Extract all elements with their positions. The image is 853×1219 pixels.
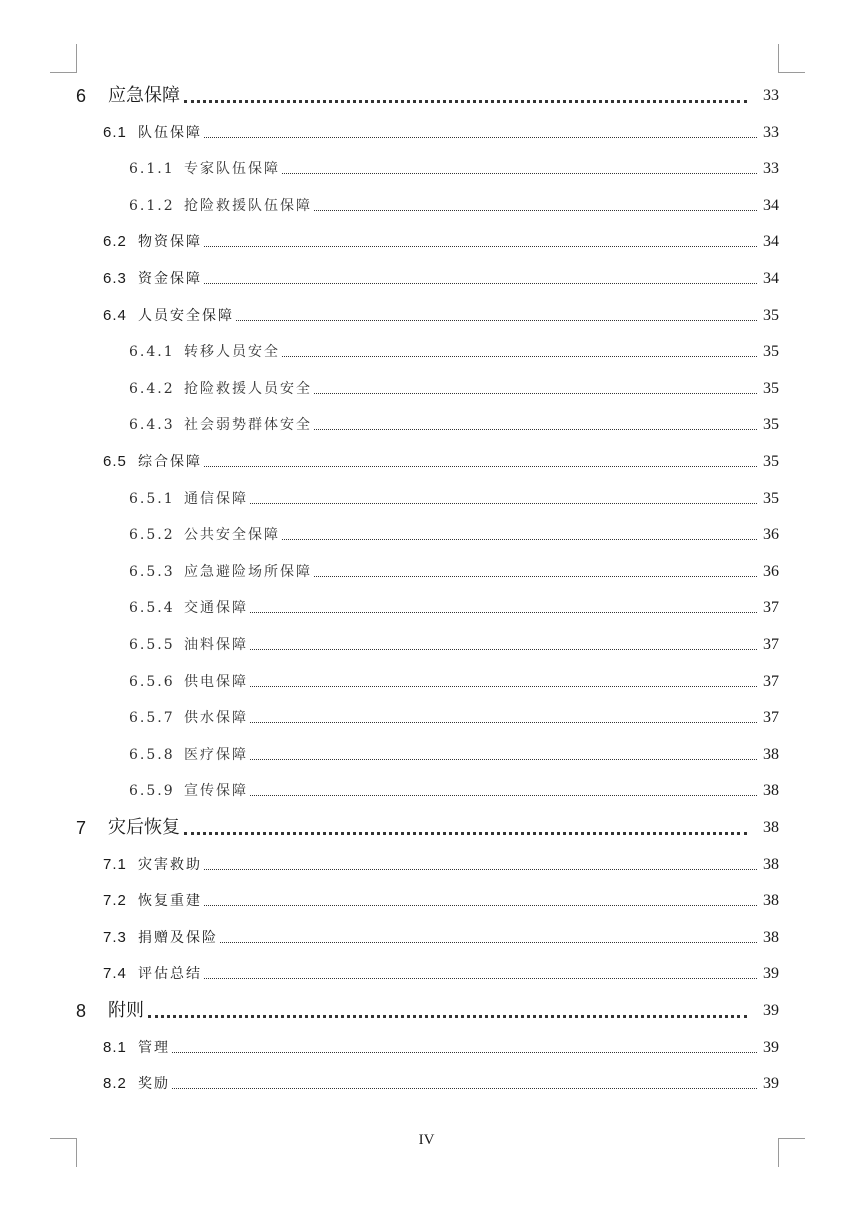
toc-entry-page: 39 — [763, 1002, 779, 1019]
toc-entry-number: 6.5.8 — [129, 747, 175, 763]
toc-entry-number: 6.4 — [103, 307, 127, 324]
toc-entry-number: 6.4.3 — [129, 417, 175, 433]
toc-entry[interactable] — [0, 889, 853, 913]
toc-entry[interactable] — [0, 230, 853, 254]
toc-entry-number: 6 — [76, 86, 87, 106]
toc-entry-page: 33 — [763, 160, 779, 177]
toc-dot-leader — [172, 1074, 757, 1089]
toc-entry-number: 6.3 — [103, 270, 127, 287]
toc-entry-page: 37 — [763, 599, 779, 616]
toc-entry-number: 6.1 — [103, 124, 127, 141]
toc-entry-number: 6.2 — [103, 233, 127, 250]
toc-dot-leader — [314, 196, 757, 211]
toc-entry-number: 7 — [76, 818, 87, 838]
toc-dot-leader — [250, 781, 757, 796]
toc-dot-leader — [250, 489, 757, 504]
toc-entry[interactable] — [0, 816, 853, 840]
toc-entry[interactable] — [0, 670, 853, 694]
toc-entry-title: 抢险救援人员安全 — [184, 381, 312, 397]
toc-dot-leader — [282, 159, 757, 174]
toc-entry[interactable] — [0, 1072, 853, 1096]
toc-entry-title: 物资保障 — [138, 234, 202, 250]
toc-entry-number: 7.4 — [103, 965, 127, 982]
toc-dot-leader — [204, 269, 757, 284]
toc-dot-leader — [250, 708, 757, 723]
toc-entry-page: 38 — [763, 782, 779, 799]
toc-entry[interactable] — [0, 779, 853, 803]
toc-entry-page: 34 — [763, 197, 779, 214]
toc-dot-leader — [250, 745, 757, 760]
toc-entry-title: 专家队伍保障 — [184, 161, 280, 177]
toc-entry-number: 7.2 — [103, 892, 127, 909]
toc-entry-title: 公共安全保障 — [184, 527, 280, 543]
toc-entry-page: 35 — [763, 343, 779, 360]
toc-entry-page: 35 — [763, 380, 779, 397]
toc-entry-number: 6.5.5 — [129, 637, 175, 653]
toc-entry-number: 7.1 — [103, 856, 127, 873]
toc-entry-number: 6.5.3 — [129, 564, 175, 580]
toc-dot-leader — [220, 928, 757, 943]
toc-entry-number: 6.1.2 — [129, 198, 175, 214]
toc-entry-page: 37 — [763, 636, 779, 653]
toc-entry-title: 附则 — [108, 1000, 144, 1021]
toc-dot-leader — [204, 452, 757, 467]
toc-entry-number: 6.5.4 — [129, 600, 175, 616]
toc-entry[interactable] — [0, 560, 853, 584]
toc-entry[interactable] — [0, 84, 853, 108]
toc-entry-page: 35 — [763, 416, 779, 433]
toc-dot-leader — [204, 855, 757, 870]
toc-dot-leader — [184, 90, 747, 103]
toc-entry-title: 抢险救援队伍保障 — [184, 198, 312, 214]
toc-entry-page: 33 — [763, 87, 779, 104]
toc-entry[interactable] — [0, 267, 853, 291]
toc-entry-page: 36 — [763, 526, 779, 543]
toc-entry[interactable] — [0, 1036, 853, 1060]
toc-entry-number: 6.5.1 — [129, 491, 175, 507]
toc-entry-page: 39 — [763, 965, 779, 982]
toc-entry-page: 36 — [763, 563, 779, 580]
toc-entry-page: 35 — [763, 307, 779, 324]
toc-entry[interactable] — [0, 596, 853, 620]
toc-entry-title: 应急避险场所保障 — [184, 564, 312, 580]
toc-entry[interactable] — [0, 340, 853, 364]
toc-entry[interactable] — [0, 450, 853, 474]
toc-entry-title: 应急保障 — [108, 85, 180, 106]
toc-entry-title: 交通保障 — [184, 600, 248, 616]
toc-entry-number: 7.3 — [103, 929, 127, 946]
toc-entry-page: 34 — [763, 270, 779, 287]
toc-entry-number: 8.1 — [103, 1039, 127, 1056]
toc-dot-leader — [184, 822, 747, 835]
toc-entry-number: 6.5.7 — [129, 710, 175, 726]
toc-entry-title: 恢复重建 — [138, 893, 202, 909]
toc-entry[interactable] — [0, 706, 853, 730]
toc-entry-title: 通信保障 — [184, 491, 248, 507]
toc-entry[interactable] — [0, 413, 853, 437]
toc-entry-number: 6.5.2 — [129, 527, 175, 543]
toc-entry-page: 38 — [763, 746, 779, 763]
toc-entry-number: 6.5.6 — [129, 674, 175, 690]
toc-entry-page: 38 — [763, 819, 779, 836]
toc-dot-leader — [250, 598, 757, 613]
toc-dot-leader — [250, 672, 757, 687]
toc-entry-title: 供电保障 — [184, 674, 248, 690]
toc-entry-title: 奖励 — [138, 1076, 170, 1092]
toc-entry-title: 资金保障 — [138, 271, 202, 287]
toc-entry[interactable] — [0, 853, 853, 877]
toc-entry-number: 6.4.1 — [129, 344, 175, 360]
toc-entry-page: 37 — [763, 709, 779, 726]
toc-entry-title: 油料保障 — [184, 637, 248, 653]
toc-entry-page: 35 — [763, 453, 779, 470]
toc-entry[interactable] — [0, 157, 853, 181]
toc-entry[interactable] — [0, 121, 853, 145]
toc-entry[interactable] — [0, 377, 853, 401]
toc-dot-leader — [172, 1038, 757, 1053]
toc-dot-leader — [236, 306, 757, 321]
toc-entry-title: 社会弱势群体安全 — [184, 417, 312, 433]
toc-entry-number: 8 — [76, 1001, 87, 1021]
toc-entry-number: 8.2 — [103, 1075, 127, 1092]
toc-entry-page: 38 — [763, 892, 779, 909]
toc-entry-number: 6.1.1 — [129, 161, 175, 177]
toc-dot-leader — [250, 635, 757, 650]
toc-entry-number: 6.4.2 — [129, 381, 175, 397]
toc-entry-title: 供水保障 — [184, 710, 248, 726]
toc-entry[interactable] — [0, 633, 853, 657]
toc-dot-leader — [282, 525, 757, 540]
toc-dot-leader — [204, 123, 757, 138]
toc-entry[interactable] — [0, 487, 853, 511]
toc-entry-page: 35 — [763, 490, 779, 507]
toc-entry-number: 6.5.9 — [129, 783, 175, 799]
toc-entry[interactable] — [0, 523, 853, 547]
toc-entry-title: 灾害救助 — [138, 857, 202, 873]
toc-entry-page: 38 — [763, 856, 779, 873]
toc-entry-page: 37 — [763, 673, 779, 690]
toc-entry-title: 评估总结 — [138, 966, 202, 982]
toc-entry[interactable] — [0, 194, 853, 218]
toc-entry-page: 39 — [763, 1039, 779, 1056]
toc-entry[interactable] — [0, 926, 853, 950]
toc-dot-leader — [314, 379, 757, 394]
toc-entry-title: 医疗保障 — [184, 747, 248, 763]
toc-dot-leader — [204, 232, 757, 247]
toc-entry-page: 33 — [763, 124, 779, 141]
toc-entry-title: 宣传保障 — [184, 783, 248, 799]
toc-entry[interactable] — [0, 962, 853, 986]
toc-entry-title: 转移人员安全 — [184, 344, 280, 360]
toc-dot-leader — [204, 891, 757, 906]
toc-entry-title: 队伍保障 — [138, 125, 202, 141]
toc-entry-title: 综合保障 — [138, 454, 202, 470]
toc-entry[interactable] — [0, 304, 853, 328]
toc-entry-page: 39 — [763, 1075, 779, 1092]
toc-entry-page: 34 — [763, 233, 779, 250]
toc-entry-page: 38 — [763, 929, 779, 946]
toc-entry[interactable] — [0, 743, 853, 767]
toc-dot-leader — [282, 342, 757, 357]
toc-entry-title: 灾后恢复 — [108, 817, 180, 838]
toc-entry-title: 人员安全保障 — [138, 308, 234, 324]
toc-dot-leader — [148, 1005, 747, 1018]
toc-entry[interactable] — [0, 999, 853, 1023]
toc-dot-leader — [204, 964, 757, 979]
toc-dot-leader — [314, 415, 757, 430]
toc-entry-title: 管理 — [138, 1040, 170, 1056]
toc-dot-leader — [314, 562, 757, 577]
toc-entry-number: 6.5 — [103, 453, 127, 470]
page-number: IV — [418, 1132, 435, 1148]
toc-entry-title: 捐赠及保险 — [138, 930, 218, 946]
